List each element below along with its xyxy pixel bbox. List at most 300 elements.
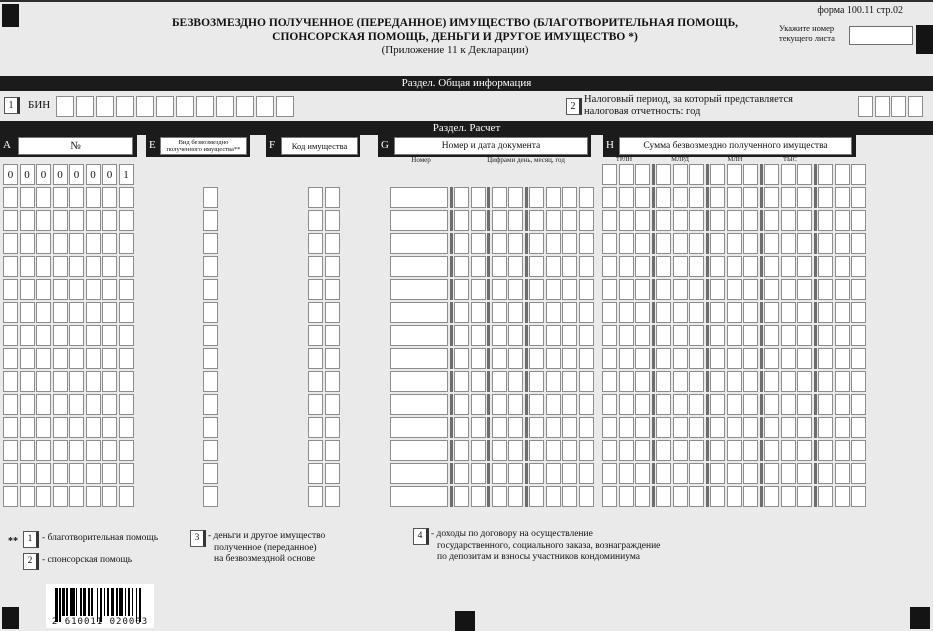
- row-number-cell[interactable]: [119, 417, 134, 438]
- amount-cell[interactable]: [818, 325, 833, 346]
- amount-cell[interactable]: [635, 463, 650, 484]
- amount-cell[interactable]: [673, 279, 688, 300]
- code-cell[interactable]: [308, 394, 323, 415]
- doc-date-cell[interactable]: [562, 463, 577, 484]
- amount-cell[interactable]: [743, 394, 758, 415]
- row-number-cell[interactable]: [53, 348, 68, 369]
- code-cell[interactable]: [325, 417, 340, 438]
- row-number-cell[interactable]: [69, 486, 84, 507]
- amount-cell[interactable]: [619, 394, 634, 415]
- row-number-cell[interactable]: [20, 325, 35, 346]
- amount-cell[interactable]: [656, 256, 671, 277]
- row-number-cell[interactable]: [86, 187, 101, 208]
- amount-cell[interactable]: [835, 187, 850, 208]
- type-cell[interactable]: [203, 302, 218, 323]
- row-number-cell[interactable]: [3, 440, 18, 461]
- type-cell[interactable]: [203, 348, 218, 369]
- doc-date-cell[interactable]: [508, 394, 523, 415]
- row-number-cell[interactable]: [53, 279, 68, 300]
- amount-cell[interactable]: [764, 302, 779, 323]
- row-number-cell[interactable]: [86, 486, 101, 507]
- doc-date-cell[interactable]: [579, 256, 594, 277]
- amount-cell[interactable]: [689, 187, 704, 208]
- row-number-cell[interactable]: [20, 210, 35, 231]
- doc-date-cell[interactable]: [562, 417, 577, 438]
- amount-cell[interactable]: [797, 486, 812, 507]
- doc-date-cell[interactable]: [529, 486, 544, 507]
- doc-date-cell[interactable]: [579, 371, 594, 392]
- doc-date-cell[interactable]: [471, 417, 486, 438]
- doc-date-cell[interactable]: [562, 440, 577, 461]
- doc-date-cell[interactable]: [562, 486, 577, 507]
- amount-cell[interactable]: [619, 187, 634, 208]
- row-number-cell[interactable]: [36, 348, 51, 369]
- doc-number-cell[interactable]: [390, 486, 448, 507]
- amount-cell[interactable]: [635, 210, 650, 231]
- row-number-cell[interactable]: [20, 187, 35, 208]
- amount-cell[interactable]: [835, 233, 850, 254]
- row-number-cell[interactable]: [53, 233, 68, 254]
- row-number-cell[interactable]: [3, 187, 18, 208]
- amount-cell[interactable]: [727, 486, 742, 507]
- amount-cell[interactable]: [797, 371, 812, 392]
- doc-date-cell[interactable]: [562, 394, 577, 415]
- bin-digit-cell[interactable]: [236, 96, 254, 117]
- amount-cell[interactable]: [656, 371, 671, 392]
- doc-date-cell[interactable]: [454, 371, 469, 392]
- amount-cell[interactable]: [727, 348, 742, 369]
- type-cell[interactable]: [203, 394, 218, 415]
- amount-cell[interactable]: [635, 417, 650, 438]
- type-cell[interactable]: [203, 463, 218, 484]
- amount-cell[interactable]: [851, 210, 866, 231]
- amount-cell[interactable]: [602, 440, 617, 461]
- row-number-cell[interactable]: [20, 486, 35, 507]
- doc-date-cell[interactable]: [492, 417, 507, 438]
- row-number-cell[interactable]: [3, 233, 18, 254]
- row-number-cell[interactable]: [53, 325, 68, 346]
- amount-cell[interactable]: [673, 348, 688, 369]
- amount-cell[interactable]: [851, 417, 866, 438]
- amount-cell[interactable]: [743, 486, 758, 507]
- amount-cell[interactable]: [743, 256, 758, 277]
- doc-date-cell[interactable]: [529, 463, 544, 484]
- amount-cell[interactable]: [710, 463, 725, 484]
- doc-date-cell[interactable]: [579, 210, 594, 231]
- amount-cell[interactable]: [602, 256, 617, 277]
- bin-digit-cell[interactable]: [96, 96, 114, 117]
- row-number-cell[interactable]: [36, 463, 51, 484]
- doc-date-cell[interactable]: [471, 302, 486, 323]
- code-cell[interactable]: [308, 440, 323, 461]
- row-number-cell[interactable]: [86, 417, 101, 438]
- amount-cell[interactable]: [689, 440, 704, 461]
- row-number-cell[interactable]: [102, 463, 117, 484]
- amount-cell[interactable]: [619, 233, 634, 254]
- amount-cell[interactable]: [656, 348, 671, 369]
- amount-cell[interactable]: [635, 440, 650, 461]
- row-number-cell[interactable]: [36, 187, 51, 208]
- amount-cell[interactable]: [619, 417, 634, 438]
- code-cell[interactable]: [308, 325, 323, 346]
- amount-cell[interactable]: [727, 256, 742, 277]
- doc-date-cell[interactable]: [579, 486, 594, 507]
- amount-cell[interactable]: [656, 463, 671, 484]
- doc-date-cell[interactable]: [562, 187, 577, 208]
- doc-date-cell[interactable]: [508, 348, 523, 369]
- code-cell[interactable]: [308, 417, 323, 438]
- doc-date-cell[interactable]: [546, 256, 561, 277]
- amount-cell[interactable]: [781, 486, 796, 507]
- amount-cell[interactable]: [673, 463, 688, 484]
- doc-date-cell[interactable]: [579, 394, 594, 415]
- row-number-cell[interactable]: [36, 486, 51, 507]
- amount-cell[interactable]: [818, 440, 833, 461]
- doc-date-cell[interactable]: [529, 325, 544, 346]
- doc-date-cell[interactable]: [546, 187, 561, 208]
- amount-cell[interactable]: [673, 164, 688, 185]
- amount-cell[interactable]: [797, 210, 812, 231]
- row-number-cell[interactable]: [20, 233, 35, 254]
- row-number-cell[interactable]: [102, 440, 117, 461]
- doc-date-cell[interactable]: [508, 325, 523, 346]
- amount-cell[interactable]: [689, 279, 704, 300]
- row-number-cell[interactable]: [36, 210, 51, 231]
- doc-date-cell[interactable]: [471, 279, 486, 300]
- row-number-cell[interactable]: [3, 348, 18, 369]
- amount-cell[interactable]: [635, 302, 650, 323]
- doc-date-cell[interactable]: [508, 463, 523, 484]
- type-cell[interactable]: [203, 256, 218, 277]
- row-number-cell[interactable]: [36, 394, 51, 415]
- amount-cell[interactable]: [764, 256, 779, 277]
- doc-date-cell[interactable]: [529, 279, 544, 300]
- amount-cell[interactable]: [851, 463, 866, 484]
- row-number-cell[interactable]: [3, 279, 18, 300]
- amount-cell[interactable]: [818, 210, 833, 231]
- amount-cell[interactable]: [673, 210, 688, 231]
- amount-cell[interactable]: [710, 233, 725, 254]
- row-number-cell[interactable]: [102, 394, 117, 415]
- amount-cell[interactable]: [835, 325, 850, 346]
- code-cell[interactable]: [325, 348, 340, 369]
- amount-cell[interactable]: [743, 279, 758, 300]
- amount-cell[interactable]: [835, 371, 850, 392]
- amount-cell[interactable]: [656, 233, 671, 254]
- doc-date-cell[interactable]: [562, 233, 577, 254]
- doc-date-cell[interactable]: [546, 279, 561, 300]
- row-number-cell[interactable]: [53, 302, 68, 323]
- doc-date-cell[interactable]: [492, 463, 507, 484]
- row-number-cell[interactable]: [102, 486, 117, 507]
- code-cell[interactable]: [308, 463, 323, 484]
- amount-cell[interactable]: [656, 486, 671, 507]
- doc-date-cell[interactable]: [579, 302, 594, 323]
- amount-cell[interactable]: [727, 417, 742, 438]
- doc-date-cell[interactable]: [546, 417, 561, 438]
- row-number-cell[interactable]: [20, 279, 35, 300]
- amount-cell[interactable]: [635, 256, 650, 277]
- amount-cell[interactable]: [602, 164, 617, 185]
- doc-date-cell[interactable]: [579, 279, 594, 300]
- amount-cell[interactable]: [710, 440, 725, 461]
- amount-cell[interactable]: [743, 440, 758, 461]
- amount-cell[interactable]: [689, 210, 704, 231]
- type-cell[interactable]: [203, 325, 218, 346]
- row-number-cell[interactable]: [119, 486, 134, 507]
- row-number-cell[interactable]: [20, 302, 35, 323]
- type-cell[interactable]: [203, 279, 218, 300]
- row-number-cell[interactable]: [102, 325, 117, 346]
- doc-number-cell[interactable]: [390, 440, 448, 461]
- amount-cell[interactable]: [727, 233, 742, 254]
- amount-cell[interactable]: [781, 233, 796, 254]
- row-number-cell[interactable]: [36, 325, 51, 346]
- doc-date-cell[interactable]: [454, 302, 469, 323]
- doc-date-cell[interactable]: [471, 463, 486, 484]
- doc-date-cell[interactable]: [492, 279, 507, 300]
- doc-date-cell[interactable]: [579, 325, 594, 346]
- amount-cell[interactable]: [656, 187, 671, 208]
- row-number-cell[interactable]: [69, 256, 84, 277]
- doc-date-cell[interactable]: [454, 279, 469, 300]
- amount-cell[interactable]: [602, 371, 617, 392]
- doc-date-cell[interactable]: [492, 187, 507, 208]
- row-number-cell[interactable]: [86, 394, 101, 415]
- amount-cell[interactable]: [602, 486, 617, 507]
- row-number-cell[interactable]: [53, 440, 68, 461]
- row-number-cell[interactable]: [20, 348, 35, 369]
- amount-cell[interactable]: [635, 187, 650, 208]
- code-cell[interactable]: [308, 371, 323, 392]
- amount-cell[interactable]: [635, 394, 650, 415]
- code-cell[interactable]: [325, 440, 340, 461]
- doc-date-cell[interactable]: [529, 233, 544, 254]
- type-cell[interactable]: [203, 233, 218, 254]
- row-number-cell[interactable]: [53, 256, 68, 277]
- doc-number-cell[interactable]: [390, 302, 448, 323]
- doc-date-cell[interactable]: [454, 256, 469, 277]
- row-number-cell[interactable]: [3, 256, 18, 277]
- amount-cell[interactable]: [835, 348, 850, 369]
- doc-date-cell[interactable]: [546, 210, 561, 231]
- row-number-cell[interactable]: [3, 210, 18, 231]
- doc-date-cell[interactable]: [471, 256, 486, 277]
- doc-date-cell[interactable]: [492, 440, 507, 461]
- row-number-cell[interactable]: [20, 371, 35, 392]
- code-cell[interactable]: [325, 325, 340, 346]
- doc-date-cell[interactable]: [508, 233, 523, 254]
- row-number-cell[interactable]: [53, 371, 68, 392]
- amount-cell[interactable]: [710, 325, 725, 346]
- row-number-cell[interactable]: [20, 256, 35, 277]
- row-number-cell[interactable]: [86, 325, 101, 346]
- row-number-cell[interactable]: [36, 440, 51, 461]
- doc-date-cell[interactable]: [454, 417, 469, 438]
- doc-date-cell[interactable]: [454, 348, 469, 369]
- amount-cell[interactable]: [818, 256, 833, 277]
- row-number-cell[interactable]: [86, 348, 101, 369]
- amount-cell[interactable]: [797, 164, 812, 185]
- doc-date-cell[interactable]: [529, 210, 544, 231]
- amount-cell[interactable]: [656, 302, 671, 323]
- amount-cell[interactable]: [602, 325, 617, 346]
- doc-number-cell[interactable]: [390, 394, 448, 415]
- doc-number-cell[interactable]: [390, 348, 448, 369]
- row-number-cell[interactable]: [69, 302, 84, 323]
- row-number-cell[interactable]: [69, 233, 84, 254]
- row-number-cell[interactable]: [119, 256, 134, 277]
- amount-cell[interactable]: [689, 256, 704, 277]
- amount-cell[interactable]: [851, 325, 866, 346]
- doc-date-cell[interactable]: [471, 233, 486, 254]
- row-number-cell[interactable]: [20, 417, 35, 438]
- doc-number-cell[interactable]: [390, 233, 448, 254]
- amount-cell[interactable]: [673, 233, 688, 254]
- amount-cell[interactable]: [727, 187, 742, 208]
- row-number-cell[interactable]: [119, 371, 134, 392]
- doc-date-cell[interactable]: [492, 210, 507, 231]
- row-number-cell[interactable]: [119, 463, 134, 484]
- doc-date-cell[interactable]: [562, 256, 577, 277]
- row-number-cell[interactable]: [69, 463, 84, 484]
- amount-cell[interactable]: [689, 394, 704, 415]
- amount-cell[interactable]: [818, 233, 833, 254]
- doc-number-cell[interactable]: [390, 417, 448, 438]
- doc-date-cell[interactable]: [579, 463, 594, 484]
- code-cell[interactable]: [325, 463, 340, 484]
- amount-cell[interactable]: [602, 302, 617, 323]
- doc-date-cell[interactable]: [508, 302, 523, 323]
- amount-cell[interactable]: [764, 348, 779, 369]
- amount-cell[interactable]: [710, 187, 725, 208]
- doc-date-cell[interactable]: [529, 394, 544, 415]
- row-number-cell[interactable]: [3, 325, 18, 346]
- doc-date-cell[interactable]: [471, 486, 486, 507]
- row-number-cell[interactable]: [86, 279, 101, 300]
- doc-number-cell[interactable]: [390, 279, 448, 300]
- amount-cell[interactable]: [851, 279, 866, 300]
- doc-number-cell[interactable]: [390, 463, 448, 484]
- amount-cell[interactable]: [710, 348, 725, 369]
- doc-date-cell[interactable]: [492, 302, 507, 323]
- bin-digit-cell[interactable]: [256, 96, 274, 117]
- row-number-cell[interactable]: [102, 256, 117, 277]
- doc-date-cell[interactable]: [471, 394, 486, 415]
- amount-cell[interactable]: [743, 302, 758, 323]
- row-number-cell[interactable]: [102, 371, 117, 392]
- amount-cell[interactable]: [619, 210, 634, 231]
- amount-cell[interactable]: [673, 394, 688, 415]
- doc-number-cell[interactable]: [390, 371, 448, 392]
- amount-cell[interactable]: [764, 164, 779, 185]
- amount-cell[interactable]: [835, 256, 850, 277]
- doc-date-cell[interactable]: [562, 325, 577, 346]
- doc-date-cell[interactable]: [529, 187, 544, 208]
- row-number-cell[interactable]: [20, 394, 35, 415]
- doc-date-cell[interactable]: [546, 394, 561, 415]
- bin-digit-cell[interactable]: [56, 96, 74, 117]
- code-cell[interactable]: [308, 233, 323, 254]
- code-cell[interactable]: [325, 394, 340, 415]
- bin-digit-cell[interactable]: [156, 96, 174, 117]
- amount-cell[interactable]: [835, 164, 850, 185]
- row-number-cell[interactable]: [3, 417, 18, 438]
- row-number-cell[interactable]: [36, 302, 51, 323]
- amount-cell[interactable]: [689, 348, 704, 369]
- amount-cell[interactable]: [727, 463, 742, 484]
- row-number-cell[interactable]: [102, 233, 117, 254]
- amount-cell[interactable]: [743, 325, 758, 346]
- amount-cell[interactable]: [743, 164, 758, 185]
- code-cell[interactable]: [325, 187, 340, 208]
- row-number-cell[interactable]: [102, 279, 117, 300]
- row-number-cell[interactable]: [36, 371, 51, 392]
- row-number-cell[interactable]: [69, 325, 84, 346]
- doc-date-cell[interactable]: [492, 256, 507, 277]
- amount-cell[interactable]: [835, 463, 850, 484]
- amount-cell[interactable]: [619, 164, 634, 185]
- row-number-cell[interactable]: [36, 279, 51, 300]
- amount-cell[interactable]: [818, 394, 833, 415]
- amount-cell[interactable]: [781, 348, 796, 369]
- row-number-cell[interactable]: [119, 233, 134, 254]
- code-cell[interactable]: [308, 302, 323, 323]
- doc-number-cell[interactable]: [390, 256, 448, 277]
- amount-cell[interactable]: [710, 486, 725, 507]
- row-number-cell[interactable]: [20, 463, 35, 484]
- amount-cell[interactable]: [835, 210, 850, 231]
- amount-cell[interactable]: [635, 325, 650, 346]
- row-number-cell[interactable]: [3, 463, 18, 484]
- type-cell[interactable]: [203, 187, 218, 208]
- amount-cell[interactable]: [797, 394, 812, 415]
- amount-cell[interactable]: [602, 210, 617, 231]
- row-number-cell[interactable]: [86, 440, 101, 461]
- row-number-cell[interactable]: [119, 279, 134, 300]
- amount-cell[interactable]: [818, 371, 833, 392]
- amount-cell[interactable]: [635, 348, 650, 369]
- doc-date-cell[interactable]: [492, 325, 507, 346]
- amount-cell[interactable]: [743, 348, 758, 369]
- amount-cell[interactable]: [656, 164, 671, 185]
- doc-date-cell[interactable]: [471, 348, 486, 369]
- amount-cell[interactable]: [619, 463, 634, 484]
- amount-cell[interactable]: [656, 394, 671, 415]
- year-digit-cell[interactable]: [875, 96, 890, 117]
- row-number-cell[interactable]: [36, 233, 51, 254]
- type-cell[interactable]: [203, 210, 218, 231]
- code-cell[interactable]: [325, 233, 340, 254]
- amount-cell[interactable]: [797, 233, 812, 254]
- amount-cell[interactable]: [602, 463, 617, 484]
- row-number-cell[interactable]: [3, 302, 18, 323]
- doc-date-cell[interactable]: [562, 279, 577, 300]
- amount-cell[interactable]: [602, 187, 617, 208]
- amount-cell[interactable]: [689, 486, 704, 507]
- doc-date-cell[interactable]: [454, 233, 469, 254]
- amount-cell[interactable]: [710, 371, 725, 392]
- bin-digit-cell[interactable]: [136, 96, 154, 117]
- amount-cell[interactable]: [851, 440, 866, 461]
- doc-date-cell[interactable]: [579, 187, 594, 208]
- amount-cell[interactable]: [764, 463, 779, 484]
- doc-date-cell[interactable]: [471, 440, 486, 461]
- amount-cell[interactable]: [835, 486, 850, 507]
- doc-date-cell[interactable]: [562, 371, 577, 392]
- doc-date-cell[interactable]: [529, 417, 544, 438]
- doc-date-cell[interactable]: [492, 233, 507, 254]
